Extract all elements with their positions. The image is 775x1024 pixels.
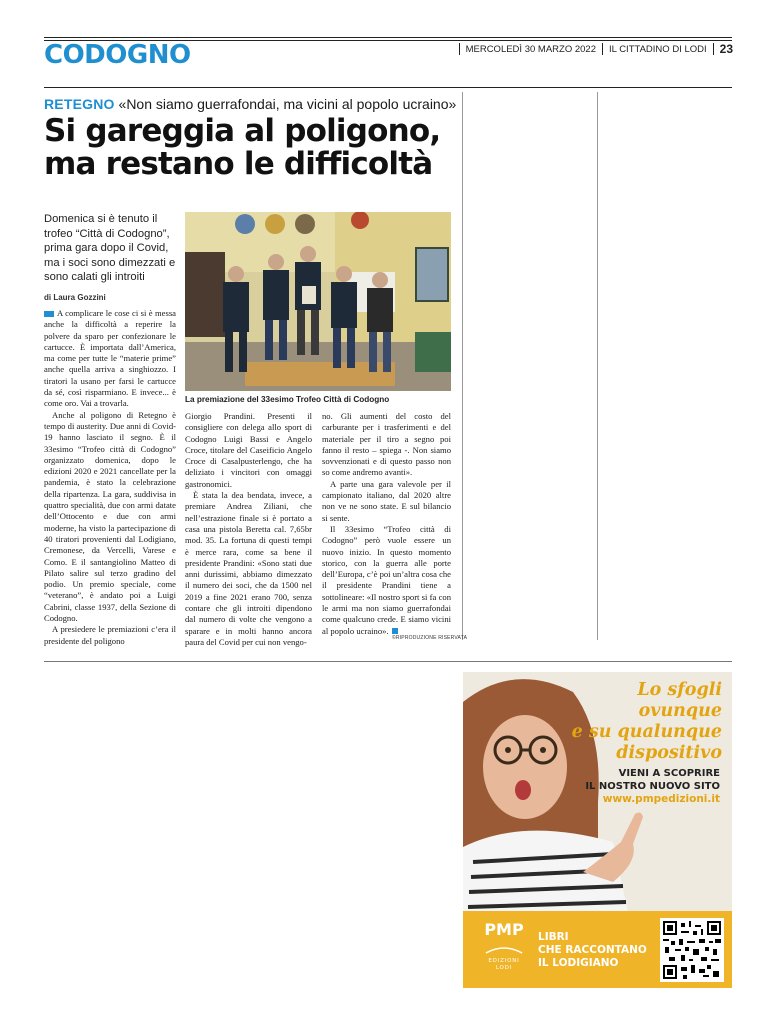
pmp-logo-sub: LODI [495,965,513,971]
paragraph-marker [44,311,54,317]
ad-tagline-line: dispositivo [616,743,722,763]
paragraph: A presiedere le premiazioni c’era il presidente del poligono [44,624,176,646]
advertisement[interactable] [463,672,732,988]
book-arch-icon [484,946,524,954]
paragraph [322,524,451,637]
column-divider-2 [597,92,598,640]
ad-visit-line: IL NOSTRO NUOVO SITO [585,781,720,792]
qr-code-icon[interactable] [660,918,724,982]
photo-caption: La premiazione del 33esimo Trofeo Città di Codogno [185,395,390,404]
ad-tagline-line: e su qualunque [571,722,722,742]
pmp-logo-mark: PMP [484,920,524,939]
article-summary: Domenica si è tenuto il trofeo “Città di Codogno”, prima gara dopo il Covid, ma i soci sono dimezzati e sono calati gli introiti [44,213,176,283]
paragraph: Giorgio Prandini. Presenti il consigliere con delega allo sport di Codogno Luigi Bassi e Angelo Croce, titolare del Caseificio Angelo Croce di Casalpusterlengo, che ha deliziato i vincitori con omaggi gastronomici. [185,411,312,489]
ad-books-line: LIBRI [538,931,569,943]
end-marker [392,628,398,634]
kicker-location: RETEGNO [44,96,115,112]
section-title: CODOGNO [44,40,191,70]
pmp-logo [475,920,533,972]
article-column-2 [185,411,312,648]
article-photo [185,212,451,391]
paragraph [44,308,176,410]
headline-line-2: ma restano le difficoltà [44,146,433,182]
header-rule [44,87,732,88]
byline: di Laura Gozzini [44,293,106,302]
ad-tagline [562,680,722,764]
headline [44,115,464,181]
top-rule [44,37,732,38]
ad-visit-line: VIENI A SCOPRIRE [618,768,720,779]
pmp-logo-sub: EDIZIONI [488,958,520,964]
award-ceremony-illustration [185,212,451,391]
kicker [44,96,456,112]
ad-tagline-line: Lo sfogli ovunque [637,680,722,721]
ad-books-text [538,931,647,970]
issue-date: MERCOLEDÌ 30 MARZO 2022 [465,43,596,55]
page-number: 23 [719,42,733,56]
ad-books-line: IL LODIGIANO [538,957,619,969]
paragraph-text: Il 33esimo “Trofeo città di Codogno” però vuole essere un nuovo inizio. In questo momento storico, con la guerra alle porte dell’Europa, c’è poi un’altra cosa che il presidente Prandini tiene a sottolineare: «Il nostro sport si fa con le armi ma non siamo guerrafondai come qualcuno crede. E siamo vicini al popolo ucraino». [322,523,451,636]
headline-line-1: Si gareggia al poligono, [44,113,441,149]
paragraph: no. Gli aumenti del costo del carburante per i trasferimenti e del materiale per il tiro a segno poi fanno il resto – spiega -. Non siamo sovvenzionati e di questo passo non so come andremo avanti». [322,411,451,478]
paragraph: È stata la dea bendata, invece, a premiare Andrea Ziliani, che nell’estrazione finale si è portato a casa una pistola Beretta cal. 7,65br mod. 35. La fortuna di questi tempi è merce rara, come sa bene il presidente Prandini: «Sono stati due anni durissimi, abbiamo dimezzato il numero dei soci, che da 1500 nel 2019 a fine 2021 erano 700, senza contare che gli introiti dipendono dal numero di volte che vengono a sparare e in molti hanno ancora paura del Covid per cui non vengo- [185,490,312,647]
qr-code-graphic [663,921,721,979]
ad-books-line: CHE RACCONTANO [538,944,647,956]
copyright-notice: ©RIPRODUZIONE RISERVATA [392,635,468,641]
bottom-rule [44,661,732,662]
kicker-quote: «Non siamo guerrafondai, ma vicini al popolo ucraino» [118,96,457,112]
article-column-1 [44,308,176,647]
article-column-3 [322,411,451,637]
paragraph: A parte una gara valevole per il campionato italiano, dal 2020 altre non ve ne sono state. E sul bilancio si sente. [322,478,451,523]
newspaper-name: IL CITTADINO DI LODI [608,43,707,55]
ad-visit-text [570,767,720,793]
paragraph-text: A complicare le cose ci si è messa anche la difficoltà a reperire la polvere da sparo per confezionare le cartucce. È importata dall’America, ma come per tutte le “materie prime” anche quella arriva a singhiozzo. I tiratori la usano per farsi le cartucce da sé, così risparmiano. E invece... è come oro. Vai a trovarla. [44,308,176,409]
ad-website-link[interactable]: www.pmpedizioni.it [602,793,720,805]
paragraph: Anche al poligono di Retegno è tempo di austerity. Due anni di Covid-19 hanno lasciato il segno. È il 33esimo “Trofeo città di Codogno” organizzato domenica, dopo le edizioni 2020 e 2021 cancellate per la pandemia, è stato la celebrazione della ripartenza. La gara, suddivisa in quattro specialità, due con armi datate dell’Ottocento e due con armi moderne, ha visto la partecipazione di 40 tiratori provenienti dal Lodigiano, Cremonese, da Vercelli, Varese e Como. E il santangiolino Matteo di Pilato salire sul terzo gradino del podio. Un premio speciale, come “veterano”, è andato poi a Luigi Cabrini, classe 1937, della Sezione di Codogno. [44,409,176,624]
header-meta [457,42,733,56]
